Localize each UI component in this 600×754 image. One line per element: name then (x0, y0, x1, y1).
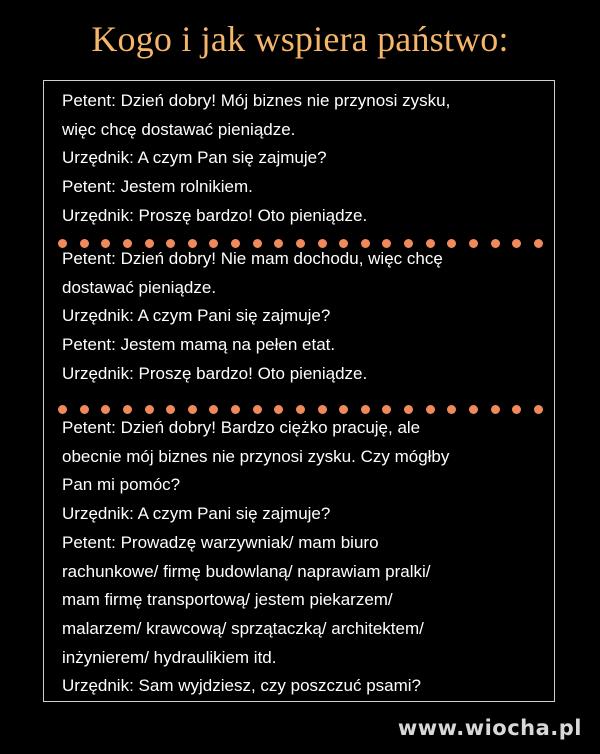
dialogue-line: Urzędnik: Proszę bardzo! Oto pieniądze. (62, 363, 368, 383)
dialogue-line: dostawać pieniądze. (62, 277, 217, 297)
dialogue-panel (43, 80, 555, 702)
dialogue-line: malarzem/ krawcową/ sprzątaczką/ architektem/ (62, 618, 424, 638)
dialogue-line: mam firmę transportową/ jestem piekarzem/ (62, 590, 393, 610)
dialogue-line: Petent: Dzień dobry! Mój biznes nie przynosi zysku, (62, 91, 451, 110)
divider-dot (512, 405, 521, 414)
divider-dot (188, 405, 197, 414)
dialogue-line: Petent: Dzień dobry! Nie mam dochodu, więc chcę (62, 249, 443, 268)
dialogue-section-1 (62, 87, 542, 231)
divider-dot (318, 405, 327, 414)
dotted-divider (58, 404, 543, 414)
divider-dot (404, 405, 413, 414)
divider-dot (80, 405, 89, 414)
dialogue-line: Pan mi pomóc? (62, 475, 181, 495)
dialogue-line: Urzędnik: A czym Pani się zajmuje? (62, 504, 331, 524)
dialogue-line: obecnie mój biznes nie przynosi zysku. Czy mógłby (62, 446, 450, 466)
dialogue-line: Petent: Dzień dobry! Bardzo ciężko pracuję, ale (62, 418, 421, 437)
divider-dot (274, 405, 283, 414)
divider-dot (253, 405, 262, 414)
divider-dot (58, 405, 67, 414)
dialogue-line: Urzędnik: A czym Pani się zajmuje? (62, 306, 331, 326)
divider-dot (123, 405, 132, 414)
page-title: Kogo i jak wspiera państwo: (91, 19, 509, 59)
divider-dot (101, 405, 110, 414)
divider-dot (296, 405, 305, 414)
dialogue-line: inżynierem/ hydraulikiem itd. (62, 647, 277, 667)
divider-dot (166, 405, 175, 414)
dialogue-line: Petent: Jestem rolnikiem. (62, 177, 253, 197)
divider-dot (447, 405, 456, 414)
divider-dot (534, 405, 543, 414)
divider-dot (231, 405, 240, 414)
dialogue-line: Urzędnik: A czym Pan się zajmuje? (62, 148, 327, 168)
dialogue-line: Petent: Jestem mamą na pełen etat. (62, 335, 336, 355)
divider-dot (339, 405, 348, 414)
dialogue-line: Urzędnik: Sam wyjdziesz, czy poszczuć psami? (62, 676, 422, 696)
divider-dot (145, 405, 154, 414)
dialogue-line: Petent: Prowadzę warzywniak/ mam biuro (62, 532, 379, 552)
dialogue-line: więc chcę dostawać pieniądze. (62, 119, 296, 139)
dialogue-line: rachunkowe/ firmę budowlaną/ naprawiam pralki/ (62, 561, 431, 581)
divider-dot (361, 405, 370, 414)
dialogue-section-2 (62, 245, 542, 389)
divider-dot (469, 405, 478, 414)
dialogue-line: Urzędnik: Proszę bardzo! Oto pieniądze. (62, 205, 368, 225)
site-watermark: www.wiocha.pl (397, 716, 582, 740)
divider-dot (491, 405, 500, 414)
divider-dot (209, 405, 218, 414)
divider-dot (382, 405, 391, 414)
dialogue-section-3 (62, 414, 542, 701)
divider-dot (426, 405, 435, 414)
